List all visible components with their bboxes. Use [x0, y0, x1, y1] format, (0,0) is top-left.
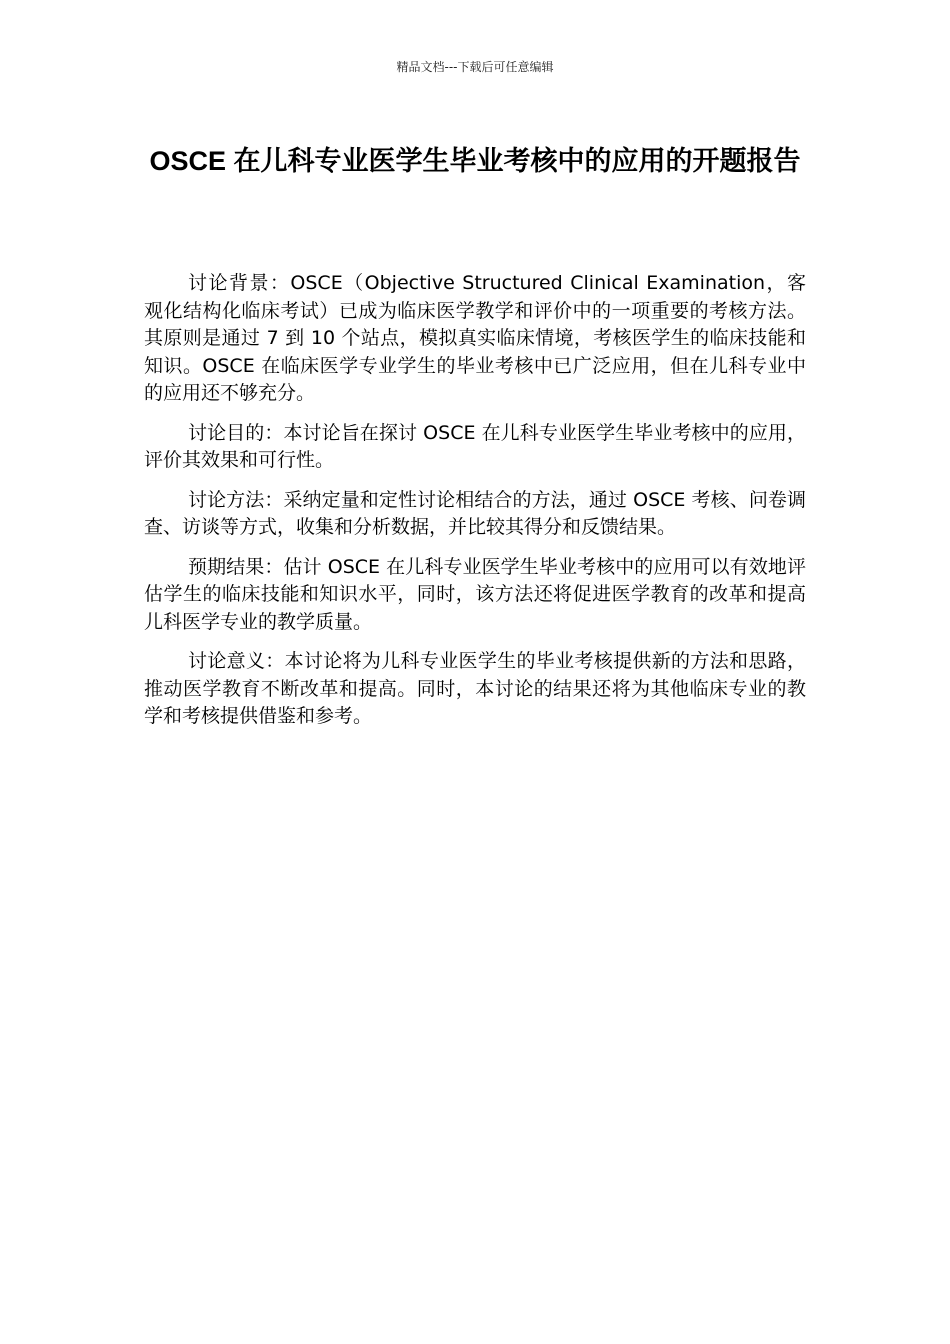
- paragraph-method: 讨论方法：采纳定量和定性讨论相结合的方法，通过 OSCE 考核、问卷调查、访谈等方式，收集和分析数据，并比较其得分和反馈结果。: [144, 488, 806, 538]
- paragraph-significance: 讨论意义：本讨论将为儿科专业医学生的毕业考核提供新的方法和思路，推动医学教育不断改革和提高。同时，本讨论的结果还将为其他临床专业的教学和考核提供借鉴和参考。: [144, 650, 806, 727]
- paragraph-purpose: 讨论目的：本讨论旨在探讨 OSCE 在儿科专业医学生毕业考核中的应用，评价其效果和可行性。: [144, 421, 806, 471]
- document-body: [144, 270, 806, 743]
- paragraph-background: 讨论背景：OSCE（Objective Structured Clinical Examination，客观化结构化临床考试）已成为临床医学教学和评价中的一项重要的考核方法。其原则是通过 7 到 10 个站点，模拟真实临床情境，考核医学生的临床技能和知识。OSCE 在临床医学专业学生的毕业考核中已广泛应用，但在儿科专业中的应用还不够充分。: [144, 272, 806, 404]
- paragraph-expected-results: 预期结果：估计 OSCE 在儿科专业医学生毕业考核中的应用可以有效地评估学生的临床技能和知识水平，同时，该方法还将促进医学教育的改革和提高儿科医学专业的教学质量。: [144, 555, 806, 633]
- document-title: OSCE 在儿科专业医学生毕业考核中的应用的开题报告: [149, 146, 801, 176]
- page-header: 精品文档---下载后可任意编辑: [396, 60, 554, 74]
